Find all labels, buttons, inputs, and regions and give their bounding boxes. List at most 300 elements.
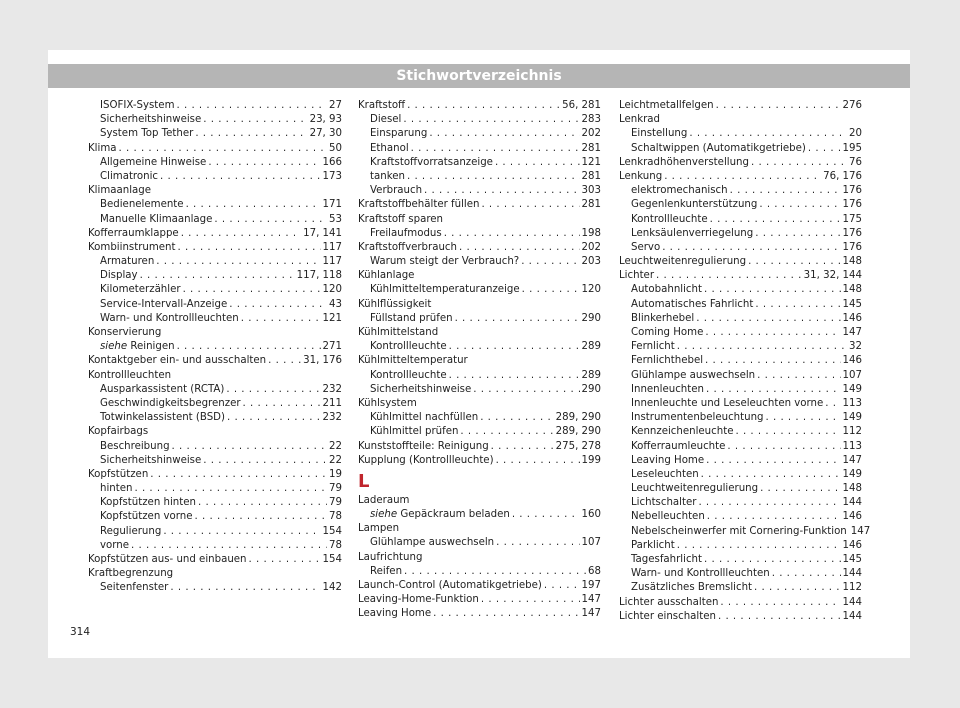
index-subentry xyxy=(88,255,342,269)
dot-leader xyxy=(664,170,821,184)
index-subentry xyxy=(358,142,601,156)
index-term: elektromechanisch xyxy=(631,185,728,197)
index-entry xyxy=(88,184,342,198)
dot-leader xyxy=(227,411,321,425)
index-entry xyxy=(358,213,601,227)
index-term: tanken xyxy=(370,170,405,182)
page-reference: 144 xyxy=(842,596,862,608)
index-subentry xyxy=(358,383,601,397)
index-term: Lichter einschalten xyxy=(619,610,716,622)
index-term: Kraftstoffverbrauch xyxy=(358,241,457,253)
page-reference: 120 xyxy=(322,284,342,296)
page-reference: 154 xyxy=(322,525,342,537)
dot-leader xyxy=(730,184,841,198)
dot-leader xyxy=(735,425,840,439)
index-term: Innenleuchte und Leseleuchten vorne xyxy=(631,397,824,409)
index-term: Laderaum xyxy=(358,494,410,506)
dot-leader xyxy=(156,255,320,269)
index-subentry xyxy=(619,184,862,198)
index-term: Füllstand prüfen xyxy=(370,312,453,324)
index-term: Coming Home xyxy=(631,327,704,338)
page-reference: 211 xyxy=(322,397,342,409)
page-reference: 290 xyxy=(581,312,601,324)
index-entry xyxy=(619,113,862,127)
index-term: Kopfstützen vorne xyxy=(100,511,193,523)
index-term: vorne xyxy=(100,539,129,551)
page-reference: 202 xyxy=(581,128,601,140)
dot-leader xyxy=(140,269,295,283)
index-term: Kühlmittelstand xyxy=(358,327,439,338)
page-reference: 117, 118 xyxy=(296,270,342,282)
dot-leader xyxy=(131,539,327,553)
dot-leader xyxy=(404,565,586,579)
index-subentry xyxy=(88,269,342,283)
page-reference: 121 xyxy=(581,156,601,168)
index-term: Sicherheitshinweise xyxy=(370,383,472,395)
index-term: Regulierung xyxy=(100,525,162,537)
page-reference: 176 xyxy=(842,185,862,197)
page-reference: 148 xyxy=(842,284,862,296)
dot-leader xyxy=(701,468,841,482)
index-subentry xyxy=(88,170,342,184)
index-term: Sicherheitshinweise xyxy=(100,454,202,466)
page-reference: 68 xyxy=(588,565,601,577)
index-entry xyxy=(88,369,342,383)
dot-leader xyxy=(677,340,847,354)
page-reference: 289, 290 xyxy=(555,426,601,438)
index-subentry xyxy=(619,425,862,439)
page-reference: 27, 30 xyxy=(309,128,342,140)
index-term: Warn- und Kontrollleuchten xyxy=(631,568,770,580)
index-subentry xyxy=(88,482,342,496)
index-term: Leuchtweitenregulierung xyxy=(619,256,747,268)
dot-leader xyxy=(195,510,328,524)
index-subentry xyxy=(88,454,342,468)
index-term: Glühlampe auswechseln xyxy=(370,537,495,549)
dot-leader xyxy=(449,369,580,383)
index-subentry xyxy=(358,369,601,383)
page-reference: 199 xyxy=(581,454,601,466)
index-term: Kontrollleuchte xyxy=(370,341,447,353)
index-subentry xyxy=(358,283,601,297)
index-term: Tagesfahrlicht xyxy=(631,554,703,565)
index-subentry xyxy=(358,127,601,141)
dot-leader xyxy=(170,581,320,595)
index-subentry xyxy=(88,298,342,312)
index-subentry xyxy=(88,539,342,553)
page-reference: 197 xyxy=(581,580,601,591)
index-entry xyxy=(88,241,342,255)
dot-leader xyxy=(760,482,840,496)
index-subentry xyxy=(619,383,862,397)
dot-leader xyxy=(755,227,840,241)
index-subentry xyxy=(358,170,601,184)
index-subentry xyxy=(358,411,601,425)
index-subentry xyxy=(88,397,342,411)
index-subentry xyxy=(619,340,862,354)
page-reference: 78 xyxy=(329,511,342,523)
index-entry xyxy=(358,99,601,113)
index-subentry xyxy=(88,496,342,510)
index-term: Kühlmittel prüfen xyxy=(370,426,459,438)
index-subentry xyxy=(358,536,601,550)
index-entry xyxy=(88,553,342,567)
index-subentry xyxy=(619,241,862,255)
page-reference: 76 xyxy=(849,156,862,168)
index-term: Kupplung (Kontrollleuchte) xyxy=(358,454,494,466)
index-term: Lenkrad xyxy=(619,114,661,126)
dot-leader xyxy=(759,198,840,212)
dot-leader xyxy=(473,383,579,397)
index-term: Manuelle Klimaanlage xyxy=(100,213,213,225)
dot-leader xyxy=(407,99,560,113)
page-reference: 144 xyxy=(842,568,862,580)
index-term: Kopfstützen aus- und einbauen xyxy=(88,554,247,565)
page-reference: 154 xyxy=(322,554,342,565)
dot-leader xyxy=(698,496,840,510)
index-subentry xyxy=(619,411,862,425)
index-subentry xyxy=(88,283,342,297)
index-subentry xyxy=(619,298,862,312)
index-term: Einsparung xyxy=(370,128,428,140)
page-reference: 281 xyxy=(581,199,601,211)
page-reference: 289 xyxy=(581,369,601,381)
index-entry xyxy=(358,397,601,411)
index-entry xyxy=(619,156,862,170)
page-reference: 113 xyxy=(842,397,862,409)
page-reference: 149 xyxy=(842,468,862,480)
index-subentry xyxy=(619,326,862,340)
dot-leader xyxy=(460,425,553,439)
page-reference: 160 xyxy=(581,509,601,521)
index-term: Lenksäulenverriegelung xyxy=(631,227,754,239)
index-subentry xyxy=(358,425,601,439)
index-subentry xyxy=(358,340,601,354)
index-term: Lenkradhöhenverstellung xyxy=(619,156,749,168)
dot-leader xyxy=(198,496,327,510)
page-reference: 283 xyxy=(581,114,601,126)
index-term: Autobahnlicht xyxy=(631,284,702,296)
dot-leader xyxy=(183,283,321,297)
index-term: System Top Tether xyxy=(100,128,194,140)
index-term: Freilaufmodus xyxy=(370,227,442,239)
page-number: 314 xyxy=(70,626,91,638)
page-reference: 113 xyxy=(842,440,862,452)
dot-leader xyxy=(755,298,840,312)
index-term: Einstellung xyxy=(631,128,688,140)
index-entry xyxy=(88,227,342,241)
page-reference: 121 xyxy=(322,312,342,324)
index-subentry xyxy=(619,213,862,227)
dot-leader xyxy=(766,411,841,425)
index-subentry xyxy=(358,255,601,269)
index-entry xyxy=(88,468,342,482)
dot-leader xyxy=(481,198,579,212)
page-reference: 31, 32, 144 xyxy=(803,270,862,282)
index-entry xyxy=(619,255,862,269)
index-term: ISOFIX-System xyxy=(100,100,175,111)
dot-leader xyxy=(444,227,580,241)
page-reference: 107 xyxy=(581,537,601,549)
index-term: Lenkung xyxy=(619,170,663,182)
dot-leader xyxy=(403,113,579,127)
index-term: Kraftbegrenzung xyxy=(88,568,174,580)
index-entry xyxy=(619,610,862,624)
page-reference: 78 xyxy=(329,539,342,551)
dot-leader xyxy=(407,170,580,184)
dot-leader xyxy=(203,113,307,127)
dot-leader xyxy=(226,383,320,397)
page-reference: 22 xyxy=(329,454,342,466)
page-reference: 289 xyxy=(581,341,601,353)
index-entry xyxy=(619,596,862,610)
index-subentry xyxy=(88,113,342,127)
see-reference: siehe xyxy=(370,509,398,521)
index-term: Blinkerhebel xyxy=(631,312,695,324)
page-reference: 117 xyxy=(322,241,342,253)
index-column-1 xyxy=(88,99,342,596)
index-subentry xyxy=(358,184,601,198)
page-reference: 23, 93 xyxy=(309,114,342,126)
dot-leader xyxy=(662,241,840,255)
index-term: Kontrollleuchte xyxy=(631,213,708,225)
dot-leader xyxy=(203,454,327,468)
page-reference: 176 xyxy=(842,199,862,211)
index-term: Totwinkelassistent (BSD) xyxy=(100,412,225,424)
page-reference: 50 xyxy=(329,142,342,154)
dot-leader xyxy=(496,454,580,468)
dot-leader xyxy=(243,397,321,411)
index-entry xyxy=(358,354,601,368)
index-term: Kontrollleuchten xyxy=(88,369,172,381)
index-term: Konservierung xyxy=(88,327,162,338)
index-term: Lampen xyxy=(358,523,400,535)
index-subentry xyxy=(619,142,862,156)
index-term: Kilometerzähler xyxy=(100,284,181,296)
page-reference: 149 xyxy=(842,412,862,424)
index-term: Diesel xyxy=(370,114,402,126)
dot-leader xyxy=(495,156,580,170)
dot-leader xyxy=(716,99,841,113)
page-reference: 142 xyxy=(322,582,342,594)
dot-leader xyxy=(214,213,327,227)
page-reference: 32 xyxy=(849,341,862,353)
index-term: Allgemeine Hinweise xyxy=(100,156,207,168)
page-reference: 148 xyxy=(842,483,862,495)
page-reference: 202 xyxy=(581,241,601,253)
index-term: Service-Intervall-Anzeige xyxy=(100,298,228,310)
index-term: Kühlanlage xyxy=(358,270,415,282)
index-entry xyxy=(358,522,601,536)
index-subentry xyxy=(88,383,342,397)
index-term: Fernlichthebel xyxy=(631,355,704,367)
index-subentry xyxy=(619,454,862,468)
index-term: Kennzeichenleuchte xyxy=(631,426,734,438)
page-reference: 43 xyxy=(329,298,342,310)
index-entry xyxy=(358,269,601,283)
index-term: Leaving Home xyxy=(358,608,432,620)
page-reference: 146 xyxy=(842,355,862,367)
page-reference: 146 xyxy=(842,312,862,324)
index-term: Warum steigt der Verbrauch? xyxy=(370,256,520,268)
index-subentry xyxy=(619,525,871,539)
dot-leader xyxy=(720,596,840,610)
page-reference: 146 xyxy=(842,511,862,523)
index-term: Leaving-Home-Funktion xyxy=(358,594,479,606)
index-entry xyxy=(88,142,342,156)
dot-leader xyxy=(718,610,841,624)
index-subentry xyxy=(88,198,342,212)
index-subentry xyxy=(619,539,862,553)
index-subentry xyxy=(88,127,342,141)
index-subentry xyxy=(619,581,862,595)
page-reference: 144 xyxy=(842,610,862,622)
index-subentry xyxy=(88,213,342,227)
index-term: Kontaktgeber ein- und ausschalten xyxy=(88,355,267,367)
dot-leader xyxy=(689,127,847,141)
index-term: Leseleuchten xyxy=(631,468,699,480)
index-term-text: Gepäckraum beladen xyxy=(397,509,510,521)
page-reference: 173 xyxy=(322,170,342,182)
index-subentry xyxy=(619,510,862,524)
page-reference: 20 xyxy=(849,128,862,140)
dot-leader xyxy=(491,440,554,454)
dot-leader xyxy=(433,607,579,621)
page-reference: 147 xyxy=(842,327,862,338)
dot-leader xyxy=(544,579,580,593)
index-term: Beschreibung xyxy=(100,440,170,452)
dot-leader xyxy=(455,312,580,326)
page-reference: 166 xyxy=(322,156,342,168)
index-term-text: Reinigen xyxy=(127,341,175,353)
page-reference: 281 xyxy=(581,170,601,182)
dot-leader xyxy=(459,241,580,255)
index-term: Launch-Control (Automatikgetriebe) xyxy=(358,580,542,591)
dot-leader xyxy=(757,369,840,383)
index-entry xyxy=(358,440,601,454)
dot-leader xyxy=(751,156,847,170)
index-subentry xyxy=(358,508,601,522)
page-reference: 195 xyxy=(842,142,862,154)
index-subentry xyxy=(619,354,862,368)
page-reference: 56, 281 xyxy=(562,100,601,111)
page-title: Stichwortverzeichnis xyxy=(396,68,562,84)
index-term: Automatisches Fahrlicht xyxy=(631,298,754,310)
index-term: Kraftstoff xyxy=(358,100,406,111)
index-term: Kofferraumklappe xyxy=(88,227,179,239)
index-entry xyxy=(619,170,862,184)
dot-leader xyxy=(772,567,841,581)
dot-leader xyxy=(707,510,841,524)
dot-leader xyxy=(705,354,841,368)
dot-leader xyxy=(521,255,579,269)
index-term: Kraftstoffbehälter füllen xyxy=(358,199,480,211)
index-term: Geschwindigkeitsbegrenzer xyxy=(100,397,241,409)
dot-leader xyxy=(172,440,327,454)
index-subentry xyxy=(619,283,862,297)
index-subentry xyxy=(619,312,862,326)
index-entry xyxy=(88,326,342,340)
dot-leader xyxy=(705,326,840,340)
index-entry xyxy=(619,269,862,283)
index-subentry xyxy=(619,468,862,482)
dot-leader xyxy=(677,539,841,553)
index-entry xyxy=(358,551,601,565)
dot-leader xyxy=(656,269,802,283)
index-letter-heading: L xyxy=(358,470,370,492)
index-term: Verbrauch xyxy=(370,185,423,197)
index-term: Kontrollleuchte xyxy=(370,369,447,381)
index-subentry xyxy=(358,227,601,241)
index-term: Servo xyxy=(631,241,661,253)
page-reference: 171 xyxy=(322,199,342,211)
index-column-3 xyxy=(619,99,871,624)
dot-leader xyxy=(241,312,321,326)
index-term: Innenleuchten xyxy=(631,383,704,395)
index-subentry xyxy=(88,411,342,425)
index-term: Kombiinstrument xyxy=(88,241,176,253)
index-term: Kühlflüssigkeit xyxy=(358,298,432,310)
page-reference: 176 xyxy=(842,241,862,253)
dot-leader xyxy=(150,468,327,482)
dot-leader xyxy=(449,340,580,354)
index-term: Instrumentenbeleuchtung xyxy=(631,412,764,424)
page-reference: 79 xyxy=(329,483,342,495)
dot-leader xyxy=(119,142,328,156)
page-reference: 145 xyxy=(842,554,862,565)
index-term: Lichter xyxy=(619,270,655,282)
page-reference: 53 xyxy=(329,213,342,225)
index-term: Kraftstoffvorratsanzeige xyxy=(370,156,493,168)
index-subentry xyxy=(619,227,862,241)
page-reference: 19 xyxy=(329,468,342,480)
page-reference: 275, 278 xyxy=(555,440,601,452)
page-reference: 198 xyxy=(581,227,601,239)
index-term: Zusätzliches Bremslicht xyxy=(631,582,753,594)
dot-leader xyxy=(134,482,327,496)
index-entry xyxy=(358,454,601,468)
index-subentry xyxy=(88,510,342,524)
page-header xyxy=(48,64,910,88)
dot-leader xyxy=(181,227,301,241)
dot-leader xyxy=(825,397,840,411)
dot-leader xyxy=(424,184,580,198)
dot-leader xyxy=(163,525,320,539)
index-term: Kühlmitteltemperaturanzeige xyxy=(370,284,520,296)
index-term: Ausparkassistent (RCTA) xyxy=(100,383,225,395)
index-entry xyxy=(358,298,601,312)
page-reference: 289, 290 xyxy=(555,412,601,424)
dot-leader xyxy=(696,312,840,326)
index-term xyxy=(370,508,510,522)
dot-leader xyxy=(704,553,841,567)
dot-leader xyxy=(706,454,840,468)
index-entry xyxy=(358,494,601,508)
index-subentry xyxy=(358,113,601,127)
page-reference: 117 xyxy=(322,256,342,268)
index-term: Kühlsystem xyxy=(358,397,417,409)
dot-leader xyxy=(522,283,580,297)
page-reference: 276 xyxy=(842,100,862,111)
dot-leader xyxy=(727,440,840,454)
page-reference: 22 xyxy=(329,440,342,452)
index-subentry xyxy=(88,581,342,595)
index-term: Seitenfenster xyxy=(100,582,169,594)
index-term: Leuchtweitenregulierung xyxy=(631,483,759,495)
index-term: Kopfairbags xyxy=(88,426,149,438)
dot-leader xyxy=(808,142,841,156)
dot-leader xyxy=(160,170,321,184)
